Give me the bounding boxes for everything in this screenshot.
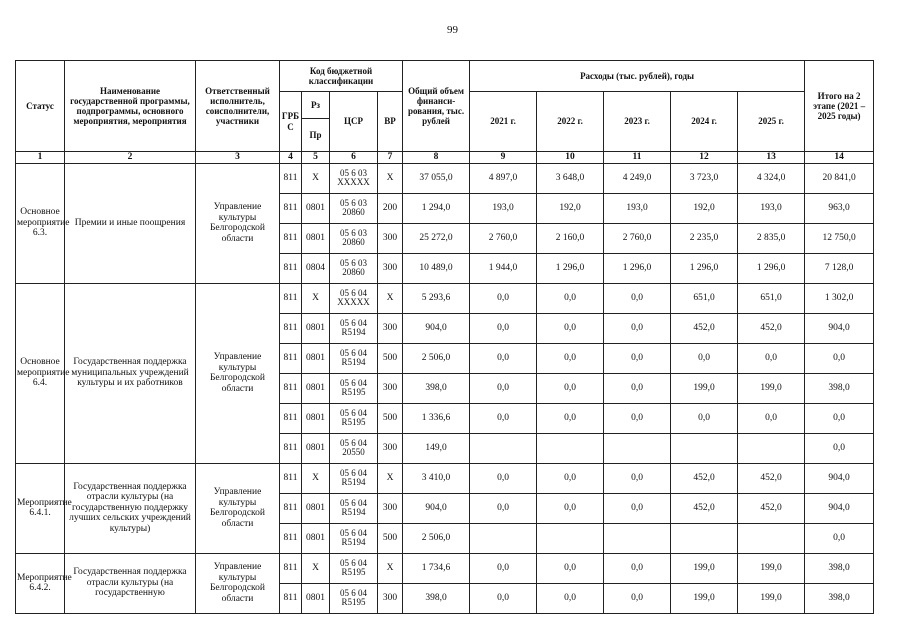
- year-2023-cell: 0,0: [604, 313, 671, 343]
- vr-cell: 300: [378, 313, 403, 343]
- year-2024-cell: 651,0: [671, 283, 738, 313]
- total-cell: 149,0: [403, 433, 470, 463]
- rzpr-cell: 0801: [302, 583, 330, 613]
- table-row: [16, 163, 874, 193]
- budget-table-body: [16, 163, 874, 613]
- year-2024-cell: 452,0: [671, 493, 738, 523]
- total-cell: 1 294,0: [403, 193, 470, 223]
- year-2022-cell: 192,0: [537, 193, 604, 223]
- total-cell: 398,0: [403, 373, 470, 403]
- vr-cell: 300: [378, 583, 403, 613]
- year-2021-cell: 0,0: [470, 553, 537, 583]
- col-number: 14: [805, 152, 874, 164]
- page-number: 99: [447, 24, 458, 36]
- group-name: Премии и иные поощрения: [65, 163, 196, 283]
- rzpr-cell: 0804: [302, 253, 330, 283]
- year-2025-cell: 199,0: [738, 583, 805, 613]
- year-2024-cell: 199,0: [671, 583, 738, 613]
- stage-total-cell: 398,0: [805, 583, 874, 613]
- csr-cell: 05 6 04 R5195: [330, 373, 378, 403]
- total-cell: 3 410,0: [403, 463, 470, 493]
- grbs-cell: 811: [280, 403, 302, 433]
- rzpr-cell: 0801: [302, 403, 330, 433]
- year-2023-cell: 0,0: [604, 493, 671, 523]
- stage-total-cell: 0,0: [805, 343, 874, 373]
- header-responsible: Ответственный исполнитель, соисполнители, участники: [196, 61, 280, 152]
- year-2024-cell: 192,0: [671, 193, 738, 223]
- grbs-cell: 811: [280, 493, 302, 523]
- vr-cell: X: [378, 553, 403, 583]
- year-2021-cell: 0,0: [470, 313, 537, 343]
- year-2021-cell: 0,0: [470, 283, 537, 313]
- year-2023-cell: 2 760,0: [604, 223, 671, 253]
- year-2025-cell: 1 296,0: [738, 253, 805, 283]
- total-cell: 37 055,0: [403, 163, 470, 193]
- stage-total-cell: 904,0: [805, 493, 874, 523]
- vr-cell: 200: [378, 193, 403, 223]
- year-2024-cell: 452,0: [671, 463, 738, 493]
- group-name: Государственная поддержка отрасли культуры (на государственную поддержку лучших сельских учреждений культуры): [65, 463, 196, 553]
- csr-cell: 05 6 04 R5195: [330, 583, 378, 613]
- col-number: 2: [65, 152, 196, 164]
- year-2023-cell: 0,0: [604, 553, 671, 583]
- vr-cell: 300: [378, 373, 403, 403]
- year-2023-cell: [604, 523, 671, 553]
- rzpr-cell: 0801: [302, 433, 330, 463]
- total-cell: 2 506,0: [403, 523, 470, 553]
- year-2024-cell: 199,0: [671, 373, 738, 403]
- header-expenses: Расходы (тыс. рублей), годы: [470, 61, 805, 92]
- rzpr-cell: X: [302, 463, 330, 493]
- vr-cell: 300: [378, 253, 403, 283]
- year-2021-cell: 0,0: [470, 493, 537, 523]
- total-cell: 1 734,6: [403, 553, 470, 583]
- year-2024-cell: 0,0: [671, 403, 738, 433]
- year-2022-cell: 0,0: [537, 463, 604, 493]
- header-year: 2025 г.: [738, 92, 805, 152]
- csr-cell: 05 6 04 R5195: [330, 553, 378, 583]
- year-2022-cell: 0,0: [537, 553, 604, 583]
- grbs-cell: 811: [280, 283, 302, 313]
- col-number: 3: [196, 152, 280, 164]
- year-2021-cell: 0,0: [470, 373, 537, 403]
- budget-table: [15, 60, 874, 614]
- year-2022-cell: 3 648,0: [537, 163, 604, 193]
- grbs-cell: 811: [280, 343, 302, 373]
- year-2022-cell: 0,0: [537, 313, 604, 343]
- year-2023-cell: 0,0: [604, 373, 671, 403]
- header-stage-total: Итого на 2 этапе (2021 – 2025 годы): [805, 61, 874, 152]
- year-2022-cell: [537, 433, 604, 463]
- year-2023-cell: 0,0: [604, 463, 671, 493]
- year-2022-cell: 0,0: [537, 403, 604, 433]
- year-2021-cell: 193,0: [470, 193, 537, 223]
- group-status: Основное мероприятие 6.3.: [16, 163, 65, 283]
- year-2025-cell: 4 324,0: [738, 163, 805, 193]
- col-number: 4: [280, 152, 302, 164]
- header-year: 2022 г.: [537, 92, 604, 152]
- rzpr-cell: 0801: [302, 493, 330, 523]
- group-status: Мероприятие 6.4.2.: [16, 553, 65, 613]
- rzpr-cell: 0801: [302, 223, 330, 253]
- year-2025-cell: 651,0: [738, 283, 805, 313]
- stage-total-cell: 1 302,0: [805, 283, 874, 313]
- grbs-cell: 811: [280, 193, 302, 223]
- year-2021-cell: 0,0: [470, 583, 537, 613]
- year-2024-cell: 452,0: [671, 313, 738, 343]
- csr-cell: 05 6 04 R5194: [330, 313, 378, 343]
- year-2025-cell: 199,0: [738, 373, 805, 403]
- year-2022-cell: 2 160,0: [537, 223, 604, 253]
- year-2024-cell: [671, 433, 738, 463]
- col-number: 10: [537, 152, 604, 164]
- rzpr-cell: X: [302, 283, 330, 313]
- col-number: 11: [604, 152, 671, 164]
- year-2025-cell: 452,0: [738, 313, 805, 343]
- year-2021-cell: 1 944,0: [470, 253, 537, 283]
- group-status: Мероприятие 6.4.1.: [16, 463, 65, 553]
- total-cell: 2 506,0: [403, 343, 470, 373]
- stage-total-cell: 398,0: [805, 373, 874, 403]
- vr-cell: 300: [378, 223, 403, 253]
- header-grbs: ГРБ С: [280, 92, 302, 152]
- total-cell: 5 293,6: [403, 283, 470, 313]
- col-number: 7: [378, 152, 403, 164]
- year-2024-cell: 1 296,0: [671, 253, 738, 283]
- grbs-cell: 811: [280, 163, 302, 193]
- year-2022-cell: 0,0: [537, 283, 604, 313]
- stage-total-cell: 0,0: [805, 523, 874, 553]
- grbs-cell: 811: [280, 253, 302, 283]
- year-2022-cell: 1 296,0: [537, 253, 604, 283]
- year-2023-cell: 0,0: [604, 403, 671, 433]
- header-budget-code: Код бюджетной классификации: [280, 61, 403, 92]
- year-2025-cell: 193,0: [738, 193, 805, 223]
- vr-cell: X: [378, 463, 403, 493]
- vr-cell: 500: [378, 523, 403, 553]
- stage-total-cell: 0,0: [805, 403, 874, 433]
- stage-total-cell: 0,0: [805, 433, 874, 463]
- group-responsible: Управление культуры Белгородской области: [196, 463, 280, 553]
- csr-cell: 05 6 04 R5194: [330, 493, 378, 523]
- year-2025-cell: 0,0: [738, 343, 805, 373]
- year-2023-cell: 0,0: [604, 583, 671, 613]
- vr-cell: 500: [378, 403, 403, 433]
- year-2021-cell: 0,0: [470, 403, 537, 433]
- header-total-volume: Общий объем финанси- рования, тыс. рублей: [403, 61, 470, 152]
- header-year: 2021 г.: [470, 92, 537, 152]
- csr-cell: 05 6 04 R5194: [330, 523, 378, 553]
- total-cell: 398,0: [403, 583, 470, 613]
- csr-cell: 05 6 04 R5195: [330, 403, 378, 433]
- header-pr: Пр: [302, 119, 330, 152]
- group-responsible: Управление культуры Белгородской области: [196, 553, 280, 613]
- rzpr-cell: 0801: [302, 193, 330, 223]
- year-2024-cell: 199,0: [671, 553, 738, 583]
- csr-cell: 05 6 04 XXXXX: [330, 283, 378, 313]
- year-2021-cell: [470, 433, 537, 463]
- table-row: [16, 283, 874, 313]
- year-2023-cell: 193,0: [604, 193, 671, 223]
- grbs-cell: 811: [280, 373, 302, 403]
- year-2023-cell: 0,0: [604, 343, 671, 373]
- stage-total-cell: 904,0: [805, 463, 874, 493]
- header-year: 2024 г.: [671, 92, 738, 152]
- stage-total-cell: 904,0: [805, 313, 874, 343]
- stage-total-cell: 20 841,0: [805, 163, 874, 193]
- header-rz: Рз: [302, 92, 330, 119]
- col-number: 9: [470, 152, 537, 164]
- csr-cell: 05 6 04 R5194: [330, 463, 378, 493]
- year-2023-cell: 1 296,0: [604, 253, 671, 283]
- stage-total-cell: 963,0: [805, 193, 874, 223]
- group-responsible: Управление культуры Белгородской области: [196, 163, 280, 283]
- year-2024-cell: [671, 523, 738, 553]
- year-2025-cell: [738, 433, 805, 463]
- header-year: 2023 г.: [604, 92, 671, 152]
- year-2025-cell: 0,0: [738, 403, 805, 433]
- stage-total-cell: 398,0: [805, 553, 874, 583]
- csr-cell: 05 6 03 20860: [330, 193, 378, 223]
- year-2022-cell: 0,0: [537, 493, 604, 523]
- rzpr-cell: 0801: [302, 373, 330, 403]
- year-2021-cell: 0,0: [470, 343, 537, 373]
- year-2025-cell: 199,0: [738, 553, 805, 583]
- col-number: 8: [403, 152, 470, 164]
- vr-cell: 500: [378, 343, 403, 373]
- rzpr-cell: 0801: [302, 313, 330, 343]
- total-cell: 904,0: [403, 313, 470, 343]
- header-vr: ВР: [378, 92, 403, 152]
- rzpr-cell: 0801: [302, 523, 330, 553]
- total-cell: 25 272,0: [403, 223, 470, 253]
- group-name: Государственная поддержка отрасли культуры (на государственную: [65, 553, 196, 613]
- csr-cell: 05 6 04 20550: [330, 433, 378, 463]
- total-cell: 904,0: [403, 493, 470, 523]
- rzpr-cell: X: [302, 553, 330, 583]
- grbs-cell: 811: [280, 433, 302, 463]
- col-number: 1: [16, 152, 65, 164]
- total-cell: 10 489,0: [403, 253, 470, 283]
- year-2023-cell: 4 249,0: [604, 163, 671, 193]
- csr-cell: 05 6 04 R5194: [330, 343, 378, 373]
- vr-cell: X: [378, 163, 403, 193]
- total-cell: 1 336,6: [403, 403, 470, 433]
- col-number: 12: [671, 152, 738, 164]
- col-number: 6: [330, 152, 378, 164]
- header-status: Статус: [16, 61, 65, 152]
- csr-cell: 05 6 03 XXXXX: [330, 163, 378, 193]
- group-name: Государственная поддержка муниципальных учреждений культуры и их работников: [65, 283, 196, 463]
- col-number: 5: [302, 152, 330, 164]
- table-row: [16, 463, 874, 493]
- year-2022-cell: [537, 523, 604, 553]
- year-2025-cell: 452,0: [738, 463, 805, 493]
- grbs-cell: 811: [280, 313, 302, 343]
- rzpr-cell: 0801: [302, 343, 330, 373]
- year-2022-cell: 0,0: [537, 343, 604, 373]
- header-name: Наименование государственной программы, подпрограммы, основного мероприятия, мероприятия: [65, 61, 196, 152]
- year-2025-cell: [738, 523, 805, 553]
- header-csr: ЦСР: [330, 92, 378, 152]
- grbs-cell: 811: [280, 583, 302, 613]
- col-number: 13: [738, 152, 805, 164]
- year-2024-cell: 2 235,0: [671, 223, 738, 253]
- grbs-cell: 811: [280, 223, 302, 253]
- year-2023-cell: [604, 433, 671, 463]
- vr-cell: 300: [378, 493, 403, 523]
- year-2022-cell: 0,0: [537, 583, 604, 613]
- year-2025-cell: 2 835,0: [738, 223, 805, 253]
- csr-cell: 05 6 03 20860: [330, 253, 378, 283]
- csr-cell: 05 6 03 20860: [330, 223, 378, 253]
- year-2024-cell: 3 723,0: [671, 163, 738, 193]
- stage-total-cell: 12 750,0: [805, 223, 874, 253]
- year-2022-cell: 0,0: [537, 373, 604, 403]
- year-2024-cell: 0,0: [671, 343, 738, 373]
- stage-total-cell: 7 128,0: [805, 253, 874, 283]
- vr-cell: 300: [378, 433, 403, 463]
- rzpr-cell: X: [302, 163, 330, 193]
- grbs-cell: 811: [280, 463, 302, 493]
- year-2021-cell: [470, 523, 537, 553]
- year-2025-cell: 452,0: [738, 493, 805, 523]
- year-2021-cell: 4 897,0: [470, 163, 537, 193]
- table-row: [16, 553, 874, 583]
- vr-cell: X: [378, 283, 403, 313]
- grbs-cell: 811: [280, 553, 302, 583]
- year-2023-cell: 0,0: [604, 283, 671, 313]
- year-2021-cell: 0,0: [470, 463, 537, 493]
- year-2021-cell: 2 760,0: [470, 223, 537, 253]
- group-responsible: Управление культуры Белгородской области: [196, 283, 280, 463]
- group-status: Основное мероприятие 6.4.: [16, 283, 65, 463]
- grbs-cell: 811: [280, 523, 302, 553]
